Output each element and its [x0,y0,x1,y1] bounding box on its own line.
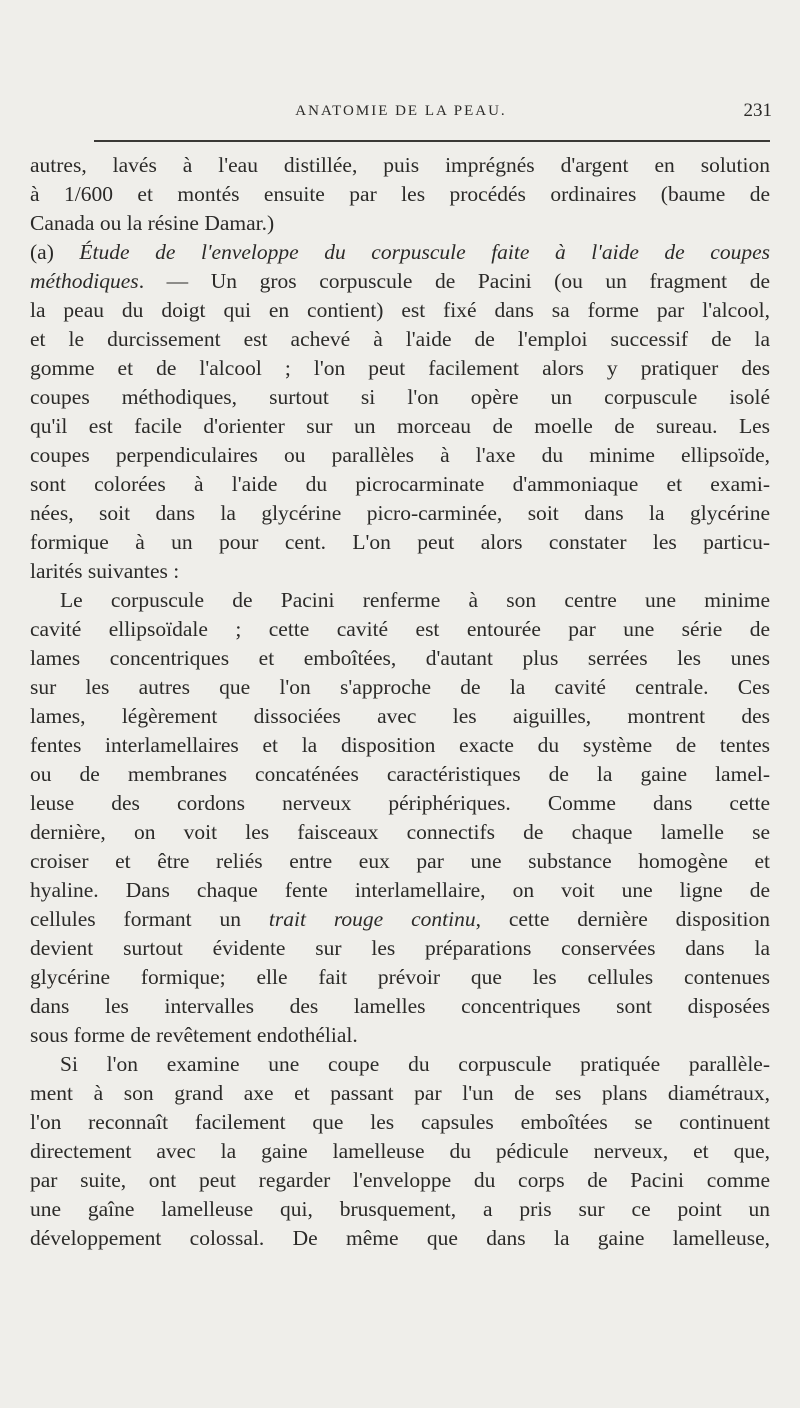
page-header [30,100,772,131]
text-run: , cette dernière disposition [475,907,770,931]
page-number: 231 [743,100,772,121]
text-run: ment à son grand axe et passant par l'un de ses plans diamétraux, [30,1081,770,1105]
text-line [30,557,770,586]
italic-text: trait rouge continu [268,907,476,931]
text-run: Le corpuscule de Pacini renferme à son centre une minime [60,588,770,612]
text-line [30,1079,770,1108]
text-line [30,1166,770,1195]
text-run: fentes interlamellaires et la disposition exacte du système de tentes [30,733,770,757]
text-line [30,1050,770,1079]
italic-text: Étude de l'enveloppe du corpuscule faite à l'aide de coupes [79,240,770,264]
text-line [30,325,770,354]
text-line [30,296,770,325]
running-title: ANATOMIE DE LA PEAU. [295,103,507,119]
text-line [30,151,770,180]
text-line [30,383,770,412]
text-line [30,673,770,702]
text-line [30,528,770,557]
text-line [30,180,770,209]
text-line [30,238,770,267]
text-line [30,905,770,934]
text-run: lames, légèrement dissociées avec les aiguilles, montrent des [30,704,770,728]
text-line [30,731,770,760]
text-run: cavité ellipsoïdale ; cette cavité est entourée par une série de [30,617,770,641]
text-run: l'on reconnaît facilement que les capsules emboîtées se continuent [30,1110,770,1134]
text-run: formique à un pour cent. L'on peut alors constater les particu- [30,530,770,554]
text-line [30,1021,770,1050]
text-run: coupes méthodiques, surtout si l'on opère un corpuscule isolé [30,385,770,409]
text-line [30,992,770,1021]
text-run: lames concentriques et emboîtées, d'autant plus serrées les unes [30,646,770,670]
text-line [30,1137,770,1166]
text-line [30,818,770,847]
text-run: dernière, on voit les faisceaux connectifs de chaque lamelle se [30,820,770,844]
text-line [30,499,770,528]
text-run: sont colorées à l'aide du picrocarminate d'ammoniaque et exami- [30,472,770,496]
text-run: sur les autres que l'on s'approche de la cavité centrale. Ces [30,675,770,699]
text-run: . — Un gros corpuscule de Pacini (ou un fragment de [138,269,770,293]
text-run: glycérine formique; elle fait prévoir que les cellules contenues [30,965,770,989]
text-line [30,1108,770,1137]
text-run: nées, soit dans la glycérine picro-carminée, soit dans la glycérine [30,501,770,525]
body-text [30,151,770,1253]
text-run: hyaline. Dans chaque fente interlamellaire, on voit une ligne de [30,878,770,902]
text-line [30,702,770,731]
text-run: la peau du doigt qui en contient) est fixé dans sa forme par l'alcool, [30,298,770,322]
text-run: une gaîne lamelleuse qui, brusquement, a pris sur ce point un [30,1197,770,1221]
text-line [30,1224,770,1253]
text-run: à 1/600 et montés ensuite par les procédés ordinaires (baume de [30,182,770,206]
text-line [30,412,770,441]
text-line [30,615,770,644]
text-line [30,963,770,992]
text-run: autres, lavés à l'eau distillée, puis imprégnés d'argent en solution [30,153,770,177]
text-line [30,644,770,673]
text-run: par suite, ont peut regarder l'enveloppe du corps de Pacini comme [30,1168,770,1192]
text-run: ou de membranes concaténées caractéristiques de la gaine lamel- [30,762,770,786]
text-run: dans les intervalles des lamelles concentriques sont disposées [30,994,770,1018]
text-run: larités suivantes : [30,559,180,583]
text-line [30,789,770,818]
text-line [30,354,770,383]
text-run: sous forme de revêtement endothélial. [30,1023,358,1047]
text-line [30,934,770,963]
text-run: gomme et de l'alcool ; l'on peut facilement alors y pratiquer des [30,356,770,380]
text-run: directement avec la gaine lamelleuse du pédicule nerveux, et que, [30,1139,770,1163]
italic-text: méthodiques [30,269,139,293]
text-run: et le durcissement est achevé à l'aide de l'emploi successif de la [30,327,770,351]
text-line [30,847,770,876]
text-run: qu'il est facile d'orienter sur un morceau de moelle de sureau. Les [30,414,770,438]
text-run: Si l'on examine une coupe du corpuscule pratiquée parallèle- [60,1052,770,1076]
text-line [30,876,770,905]
text-run: cellules formant un [30,907,269,931]
text-run: développement colossal. De même que dans la gaine lamelleuse, [30,1226,770,1250]
text-line [30,441,770,470]
text-run: (a) [30,240,80,264]
text-line [30,470,770,499]
text-line [30,209,770,238]
text-run: leuse des cordons nerveux périphériques. Comme dans cette [30,791,770,815]
text-line [30,586,770,615]
text-run: Canada ou la résine Damar.) [30,211,275,235]
text-run: devient surtout évidente sur les préparations conservées dans la [30,936,770,960]
text-run: croiser et être reliés entre eux par une substance homogène et [30,849,770,873]
text-run: coupes perpendiculaires ou parallèles à l'axe du minime ellipsoïde, [30,443,770,467]
text-line [30,1195,770,1224]
text-line [30,760,770,789]
text-line [30,267,770,296]
header-rule [94,140,770,142]
